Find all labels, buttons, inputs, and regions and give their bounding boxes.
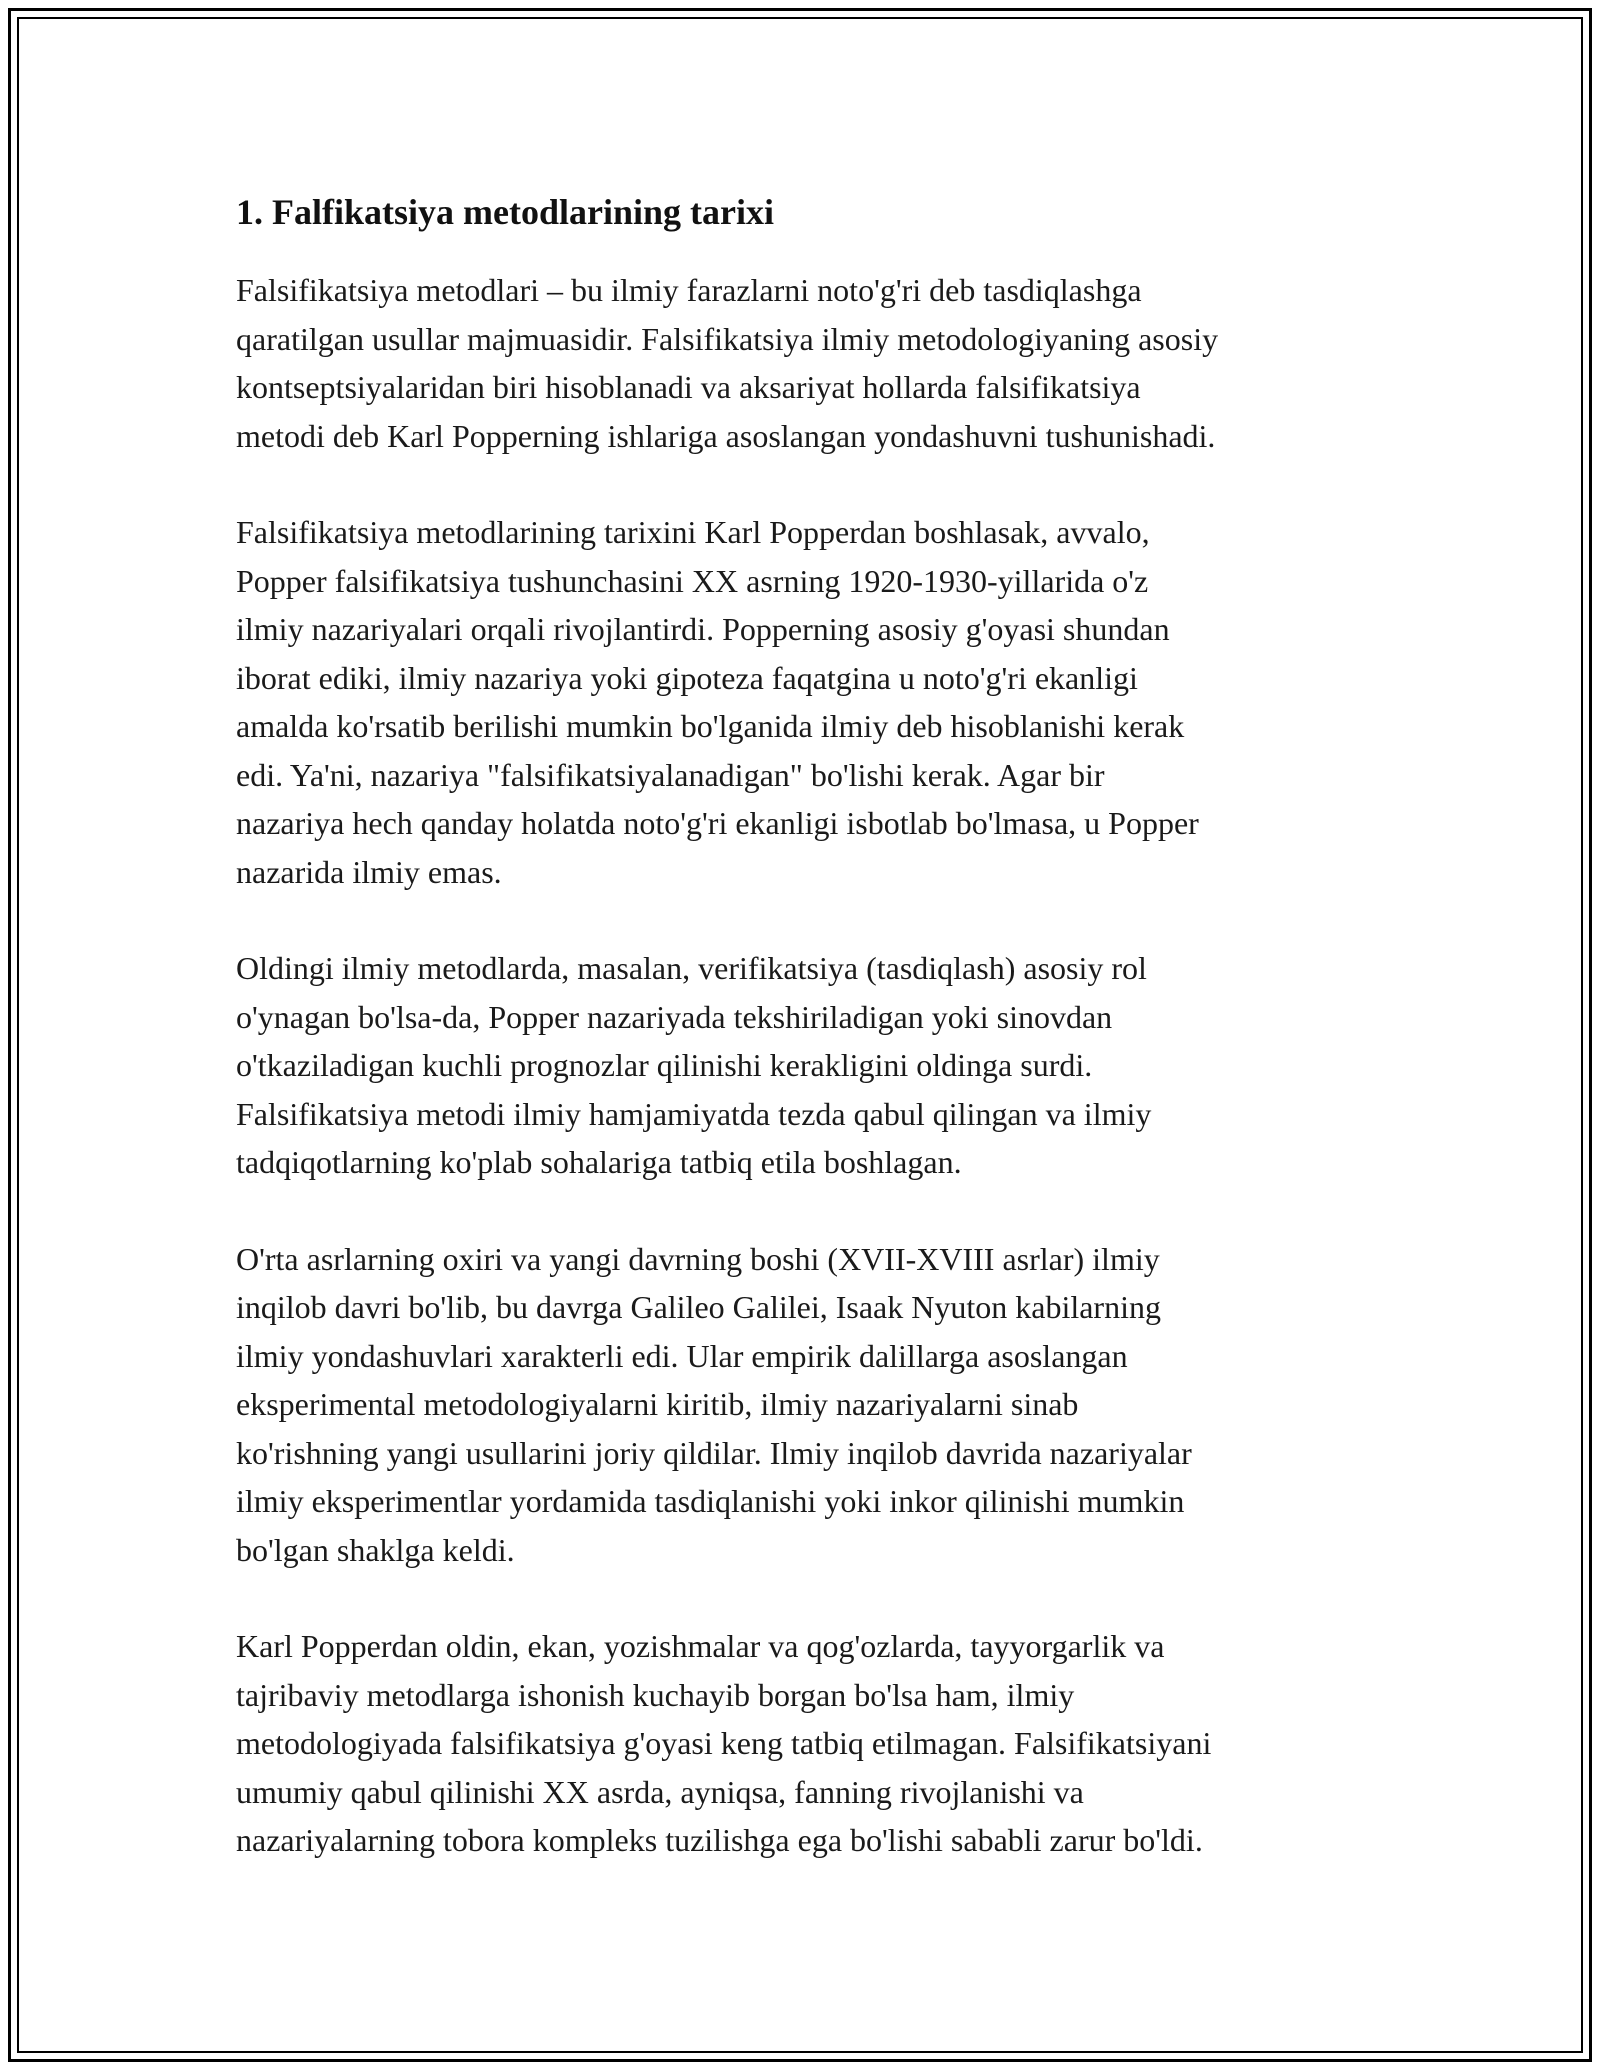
paragraph-1: Falsifikatsiya metodlari – bu ilmiy farazlarni noto'g'ri deb tasdiqlashga qaratilgan usullar majmuasidir. Falsifikatsiya ilmiy metodologiyaning asosiy kontseptsiyalaridan biri hisoblanadi va aksariyat hollarda falsifikatsiya metodi deb Karl Popperning ishlariga asoslangan yondashuvni tushunishadi. xyxy=(236,272,1219,454)
paragraph-2: Falsifikatsiya metodlarining tarixini Karl Popperdan boshlasak, avvalo, Popper falsifikatsiya tushunchasini XX asrning 1920-1930-yillarida o'z ilmiy nazariyalari orqali rivojlantirdi. Popperning asosiy g'oyasi shundan iborat ediki, ilmiy nazariya yoki gipoteza faqatgina u noto'g'ri ekanligi amalda ko'rsatib berilishi mumkin bo'lganida ilmiy deb hisoblanishi kerak edi. Ya'ni, nazariya "falsifikatsiyalanadigan" bo'lishi kerak. Agar bir nazariya hech qanday holatda noto'g'ri ekanligi isbotlab bo'lmasa, u Popper nazarida ilmiy emas. xyxy=(236,514,1199,890)
paragraph-3: Oldingi ilmiy metodlarda, masalan, verifikatsiya (tasdiqlash) asosiy rol o'ynagan bo'lsa-da, Popper nazariyada tekshiriladigan yoki sinovdan o'tkaziladigan kuchli prognozlar qilinishi kerakligini oldinga surdi. Falsifikatsiya metodi ilmiy hamjamiyatda tezda qabul qilingan va ilmiy tadqiqotlarning ko'plab sohalariga tatbiq etila boshlagan. xyxy=(236,950,1152,1180)
paragraph-4: O'rta asrlarning oxiri va yangi davrning boshi (XVII-XVIII asrlar) ilmiy inqilob davri bo'lib, bu davrga Galileo Galilei, Isaak Nyuton kabilarning ilmiy yondashuvlari xarakterli edi. Ular empirik dalillarga asoslangan eksperimental metodologiyalarni kiritib, ilmiy nazariyalarni sinab ko'rishning yangi usullarini joriy qildilar. Ilmiy inqilob davrida nazariyalar ilmiy eksperimentlar yordamida tasdiqlanishi yoki inkor qilinishi mumkin bo'lgan shaklga keldi. xyxy=(236,1240,1192,1568)
document-body xyxy=(236,188,1376,1913)
section-heading: 1. Falfikatsiya metodlarining tarixi xyxy=(236,192,774,232)
paragraph-5: Karl Popperdan oldin, ekan, yozishmalar va qog'ozlarda, tayyorgarlik va tajribaviy metodlarga ishonish kuchayib borgan bo'lsa ham, ilmiy metodologiyada falsifikatsiya g'oyasi keng tatbiq etilmagan. Falsifikatsiyani umumiy qabul qilinishi XX asrda, ayniqsa, fanning rivojlanishi va nazariyalarning tobora kompleks tuzilishga ega bo'lishi sababli zarur bo'ldi. xyxy=(236,1628,1212,1858)
